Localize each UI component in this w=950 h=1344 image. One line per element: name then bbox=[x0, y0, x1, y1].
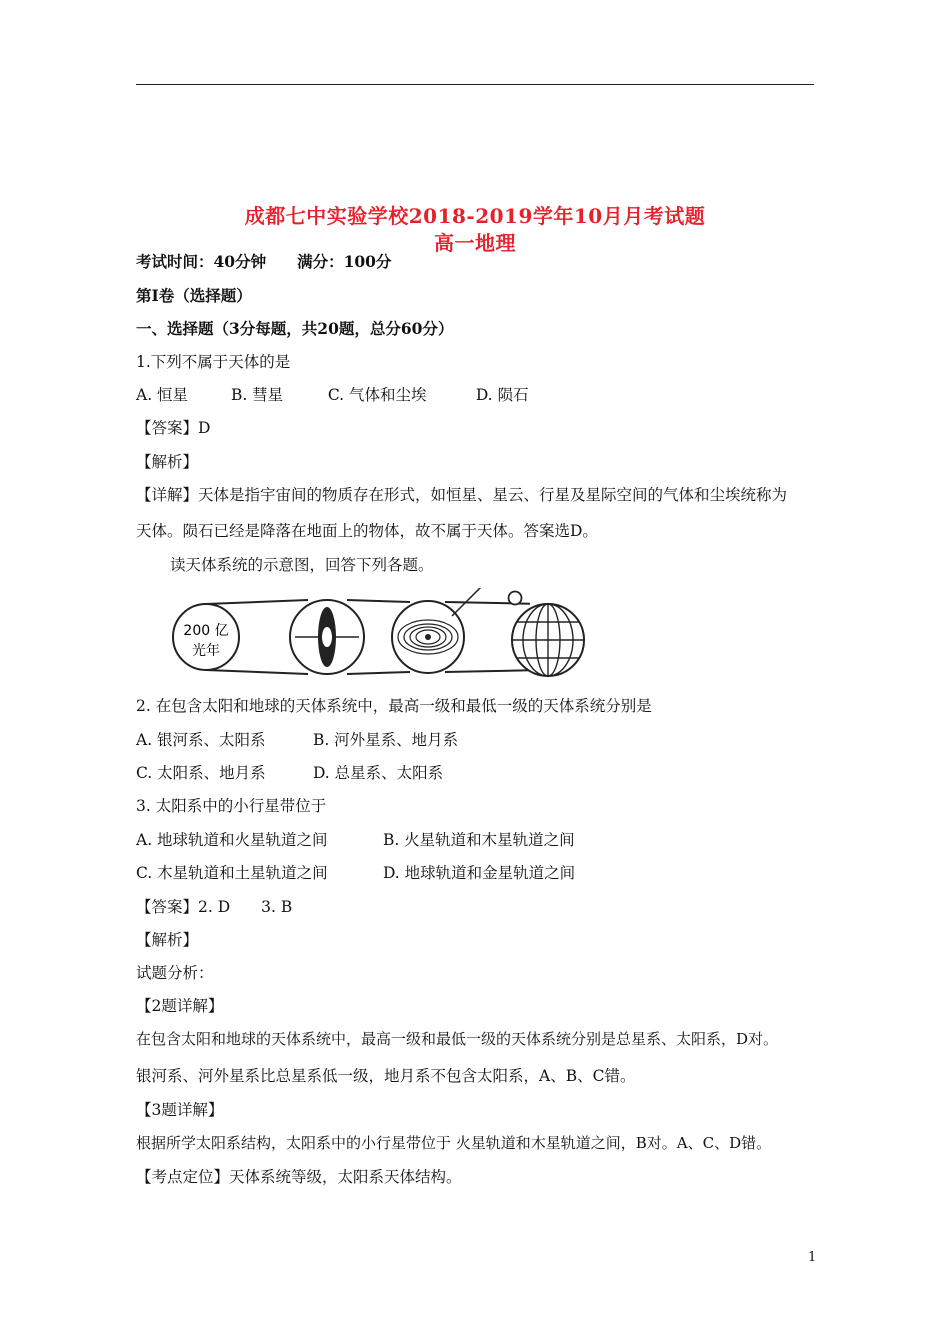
header-rule bbox=[136, 84, 814, 85]
q1-option-d: D. 陨石 bbox=[475, 386, 529, 404]
universe-circle bbox=[173, 604, 239, 670]
part-heading: 一、选择题（3分每题，共20题，总分60分） bbox=[136, 319, 454, 338]
q1-stem: 1.下列不属于天体的是 bbox=[136, 353, 291, 371]
q23-trial: 试题分析： bbox=[136, 964, 214, 982]
q3-option-a: A. 地球轨道和火星轨道之间 bbox=[136, 831, 328, 849]
q2-detail-heading: 【2题详解】 bbox=[136, 997, 224, 1015]
page-number: 1 bbox=[808, 1250, 817, 1265]
q3-stem: 3. 太阳系中的小行星带位于 bbox=[136, 797, 327, 815]
q3-option-c: C. 木星轨道和土星轨道之间 bbox=[136, 864, 328, 882]
q1-detail-1: 【详解】天体是指宇宙间的物质存在形式，如恒星、星云、行星及星际空间的气体和尘埃统称为 bbox=[136, 486, 788, 504]
q2-detail-2: 银河系、河外星系比总星系低一级，地月系不包含太阳系，A、B、C错。 bbox=[136, 1067, 636, 1085]
q2-options-row-2 bbox=[136, 763, 443, 783]
exam-subtitle: 高一地理 bbox=[434, 231, 516, 255]
kaodian: 【考点定位】天体系统等级，太阳系天体结构。 bbox=[136, 1168, 462, 1186]
q2-option-d: D. 总星系、太阳系 bbox=[312, 764, 444, 782]
q23-analysis: 【解析】 bbox=[136, 931, 199, 949]
q1-options bbox=[136, 385, 529, 405]
figure-intro: 读天体系统的示意图，回答下列各题。 bbox=[170, 556, 434, 574]
q2-option-b: B. 河外星系、地月系 bbox=[312, 731, 459, 749]
universe-label-1: 200 亿 bbox=[183, 623, 229, 639]
earth-globe-icon bbox=[508, 598, 588, 686]
q2-detail-1: 在包含太阳和地球的天体系统中，最高一级和最低一级的天体系统分别是总星系、太阳系，D对。 bbox=[136, 1030, 779, 1048]
q3-options-row-1 bbox=[136, 830, 575, 850]
solar-system-circle bbox=[392, 588, 482, 673]
q1-option-c: C. 气体和尘埃 bbox=[327, 386, 427, 404]
q3-option-d: D. 地球轨道和金星轨道之间 bbox=[382, 864, 576, 882]
celestial-system-diagram bbox=[170, 588, 530, 690]
section-heading: 第Ⅰ卷（选择题） bbox=[136, 286, 252, 305]
q2-options-row-1 bbox=[136, 730, 458, 750]
q1-option-b: B. 彗星 bbox=[230, 386, 284, 404]
milky-way-circle bbox=[290, 600, 364, 674]
universe-label-2: 光年 bbox=[192, 643, 220, 659]
q2-option-a: A. 银河系、太阳系 bbox=[136, 731, 266, 749]
q1-option-a: A. 恒星 bbox=[136, 386, 189, 404]
q1-answer: 【答案】D bbox=[136, 419, 211, 437]
q3-option-b: B. 火星轨道和木星轨道之间 bbox=[382, 831, 575, 849]
q2-stem: 2. 在包含太阳和地球的天体系统中，最高一级和最低一级的天体系统分别是 bbox=[136, 697, 652, 715]
exam-title: 成都七中实验学校2018-2019学年10月月考试题 bbox=[244, 204, 706, 228]
q23-answer: 【答案】2. D 3. B bbox=[136, 898, 293, 916]
exam-info: 考试时间：40分钟 满分：100分 bbox=[136, 252, 392, 271]
q1-detail-2: 天体。陨石已经是降落在地面上的物体，故不属于天体。答案选D。 bbox=[136, 522, 598, 540]
q3-detail-heading: 【3题详解】 bbox=[136, 1101, 224, 1119]
q3-options-row-2 bbox=[136, 863, 575, 883]
q3-detail: 根据所学太阳系结构，太阳系中的小行星带位于 火星轨道和木星轨道之间，B对。A、C、D错。 bbox=[136, 1134, 772, 1152]
q1-analysis: 【解析】 bbox=[136, 453, 199, 471]
q2-option-c: C. 太阳系、地月系 bbox=[136, 764, 266, 782]
